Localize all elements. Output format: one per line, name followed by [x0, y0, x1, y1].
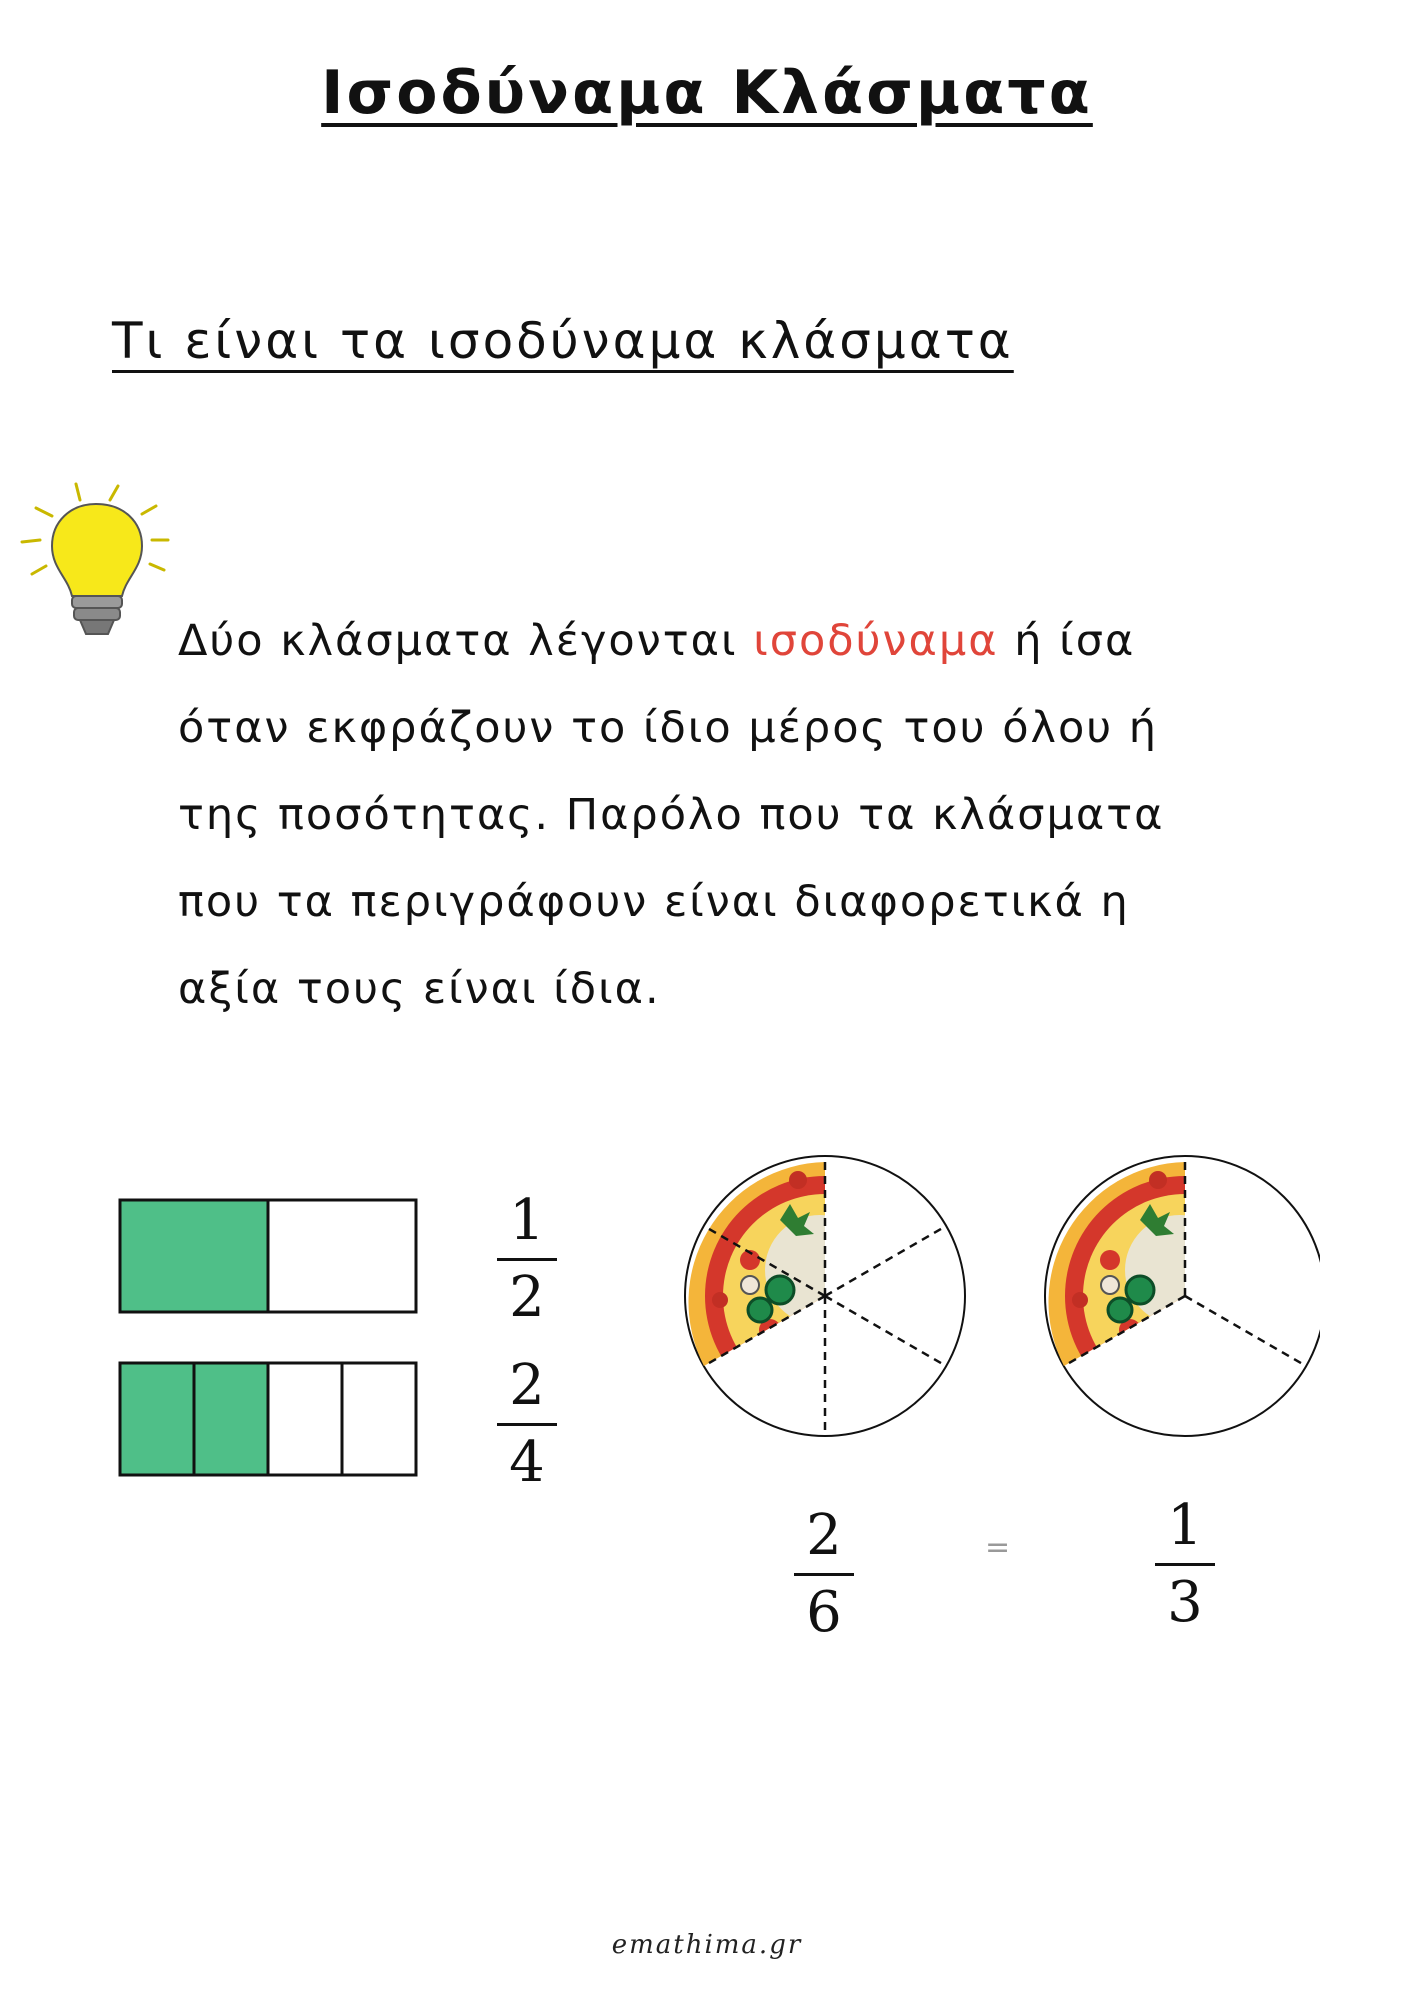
- lightbulb-icon: [18, 478, 178, 652]
- fraction-one-half: [487, 1190, 567, 1329]
- definition-line-4: που τα περιγράφουν είναι διαφορετικά η: [178, 877, 1130, 927]
- fraction-two-quarters: [487, 1355, 567, 1494]
- bar-quarters: [120, 1363, 416, 1475]
- fraction-bar: [497, 1258, 557, 1261]
- fraction-one-third: [1145, 1495, 1225, 1634]
- pizza-svg: [680, 1150, 1320, 1450]
- highlight-term: ισοδύναμα: [753, 616, 999, 666]
- page-title: Ισοδύναμα Κλάσματα: [321, 58, 1093, 128]
- numerator: 1: [509, 1188, 545, 1253]
- definition-line-1: Δύο κλάσματα λέγονται ισοδύναμα ή ίσα: [178, 616, 1136, 666]
- denominator: 6: [806, 1580, 842, 1645]
- definition-line-5: αξία τους είναι ίδια.: [178, 964, 661, 1014]
- bar-halves: [120, 1200, 416, 1312]
- fraction-bar: [794, 1573, 854, 1576]
- numerator: 1: [1167, 1493, 1203, 1558]
- section-heading: Τι είναι τα ισοδύναμα κλάσματα: [112, 312, 1014, 370]
- fraction-bars: [118, 1198, 428, 1502]
- denominator: 4: [509, 1430, 545, 1495]
- fraction-bar: [1155, 1563, 1215, 1566]
- numerator: 2: [509, 1353, 545, 1418]
- equals-sign: =: [985, 1530, 1011, 1565]
- fraction-bar: [497, 1423, 557, 1426]
- pizza-illustrations: [680, 1150, 1320, 1454]
- denominator: 2: [509, 1265, 545, 1330]
- numerator: 2: [806, 1503, 842, 1568]
- definition-line-2: όταν εκφράζουν το ίδιο μέρος του όλου ή: [178, 703, 1159, 753]
- footer-site-name: emathima.gr: [611, 1930, 803, 1960]
- fraction-bars-svg: [118, 1198, 428, 1498]
- denominator: 3: [1167, 1570, 1203, 1635]
- pizza-sixths: [685, 1156, 965, 1436]
- pizza-thirds: [1045, 1156, 1320, 1436]
- fraction-two-sixths: [784, 1505, 864, 1644]
- definition-line-3: της ποσότητας. Παρόλο που τα κλάσματα: [178, 790, 1165, 840]
- definition-paragraph: [178, 598, 1328, 1033]
